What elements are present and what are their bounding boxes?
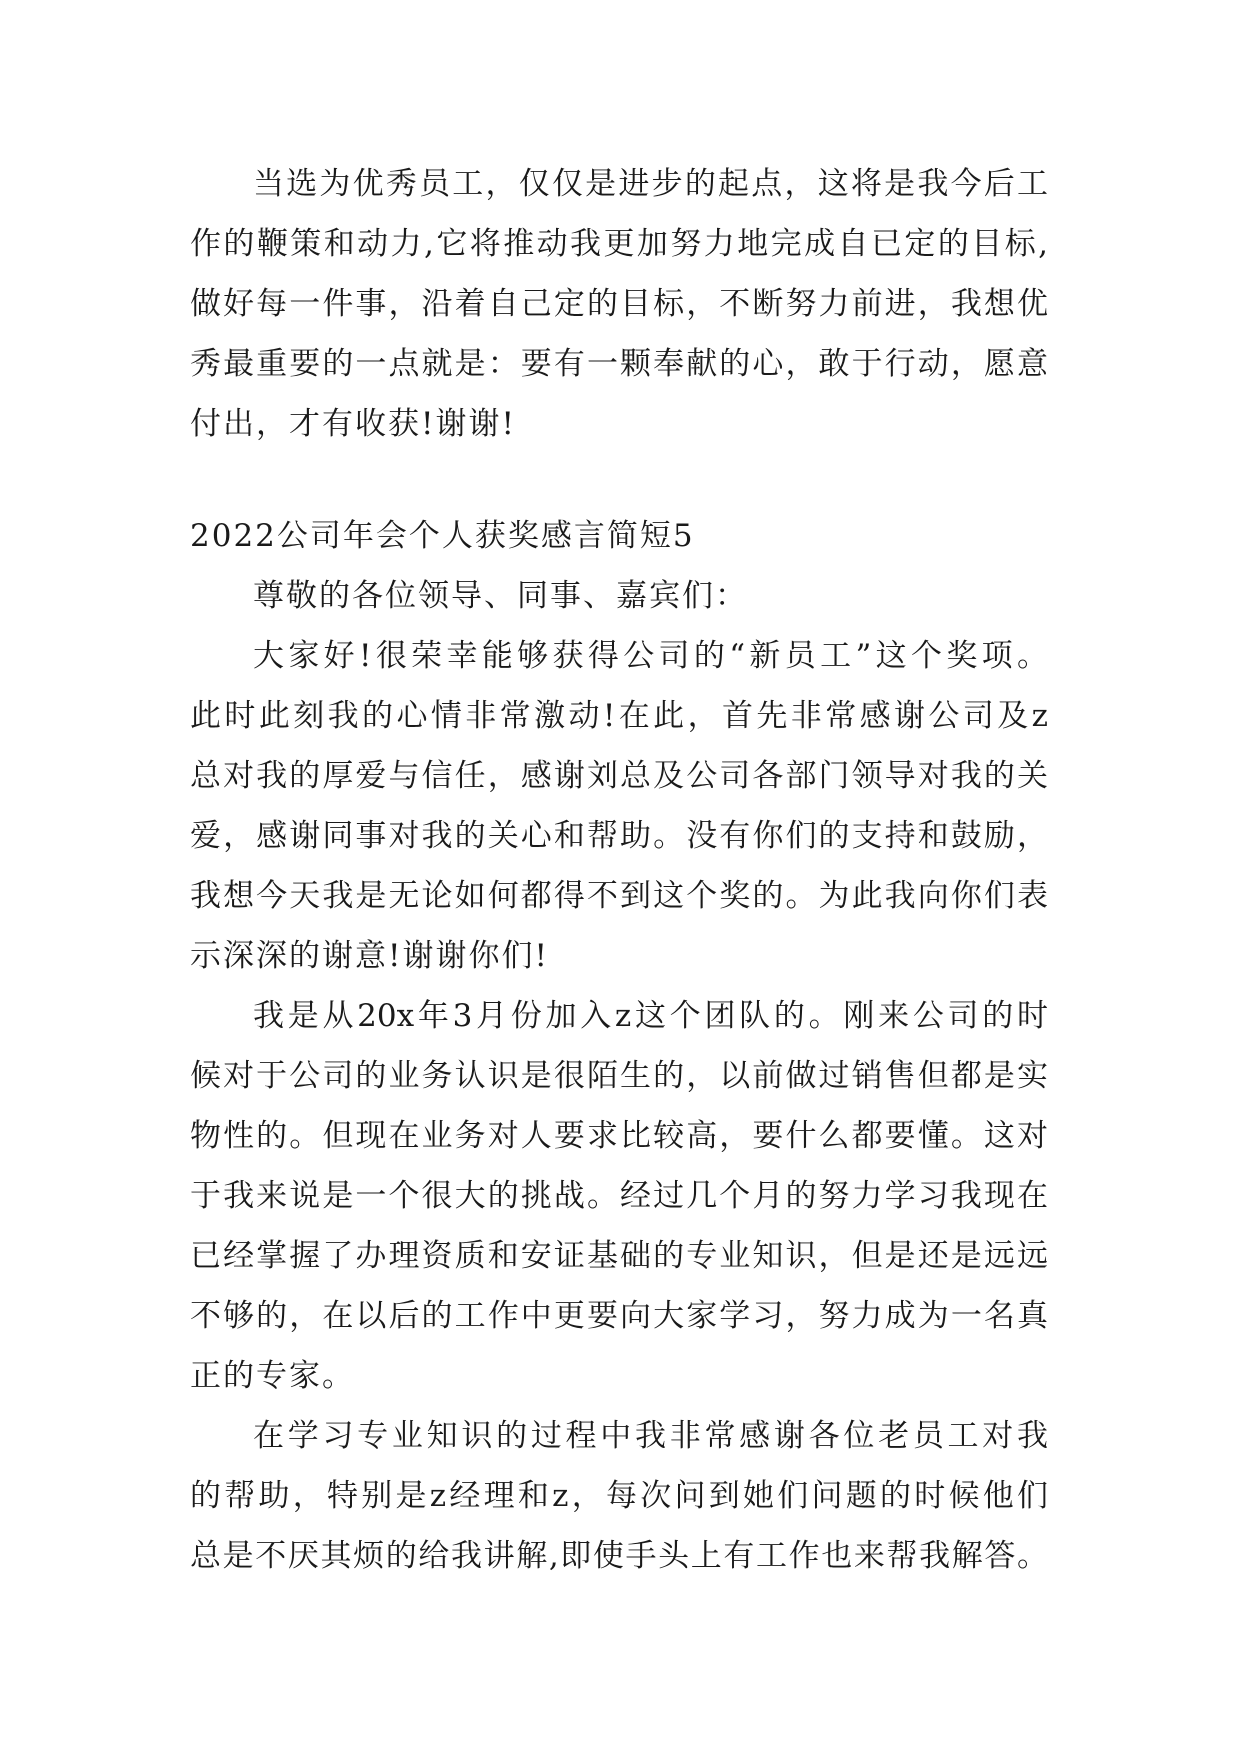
paragraph-4-line-2: 的帮助，特别是z经理和z，每次问到她们问题的时候他们: [190, 1478, 1048, 1514]
paragraph-3-line-3: 物性的。但现在业务对人要求比较高，要什么都要懂。这对: [190, 1118, 1048, 1154]
paragraph-1-line-2: 作的鞭策和动力,它将推动我更加努力地完成自已定的目标,: [190, 226, 1048, 262]
paragraph-3-line-1: 我是从20x年3月份加入z这个团队的。刚来公司的时: [253, 998, 1048, 1034]
paragraph-4-line-1: 在学习专业知识的过程中我非常感谢各位老员工对我: [253, 1418, 1048, 1454]
paragraph-2-line-3: 总对我的厚爱与信任，感谢刘总及公司各部门领导对我的关: [190, 758, 1048, 794]
paragraph-3-line-4: 于我来说是一个很大的挑战。经过几个月的努力学习我现在: [190, 1178, 1048, 1214]
paragraph-2-line-1: 大家好!很荣幸能够获得公司的“新员工”这个奖项。: [253, 638, 1048, 674]
paragraph-2-line-4: 爱，感谢同事对我的关心和帮助。没有你们的支持和鼓励，: [190, 818, 1048, 854]
paragraph-4-line-3: 总是不厌其烦的给我讲解,即使手头上有工作也来帮我解答。: [190, 1538, 1048, 1574]
paragraph-2-line-6: 示深深的谢意!谢谢你们!: [190, 938, 549, 974]
paragraph-2-line-5: 我想今天我是无论如何都得不到这个奖的。为此我向你们表: [190, 878, 1048, 914]
paragraph-3-line-2: 候对于公司的业务认识是很陌生的，以前做过销售但都是实: [190, 1058, 1048, 1094]
paragraph-3-line-5: 已经掌握了办理资质和安证基础的专业知识，但是还是远远: [190, 1238, 1048, 1274]
paragraph-1-line-4: 秀最重要的一点就是：要有一颗奉献的心，敢于行动，愿意: [190, 346, 1048, 382]
section-title: 2022公司年会个人获奖感言简短5: [190, 518, 695, 554]
paragraph-1-line-1: 当选为优秀员工，仅仅是进步的起点，这将是我今后工: [253, 166, 1048, 202]
paragraph-1-line-3: 做好每一件事，沿着自己定的目标，不断努力前进，我想优: [190, 286, 1048, 322]
paragraph-2-line-2: 此时此刻我的心情非常激动!在此，首先非常感谢公司及z: [190, 698, 1048, 734]
paragraph-3-line-7: 正的专家。: [190, 1358, 355, 1394]
paragraph-3-line-6: 不够的，在以后的工作中更要向大家学习，努力成为一名真: [190, 1298, 1048, 1334]
greeting: 尊敬的各位领导、同事、嘉宾们：: [253, 578, 748, 614]
paragraph-1-line-5: 付出，才有收获!谢谢!: [190, 406, 516, 442]
